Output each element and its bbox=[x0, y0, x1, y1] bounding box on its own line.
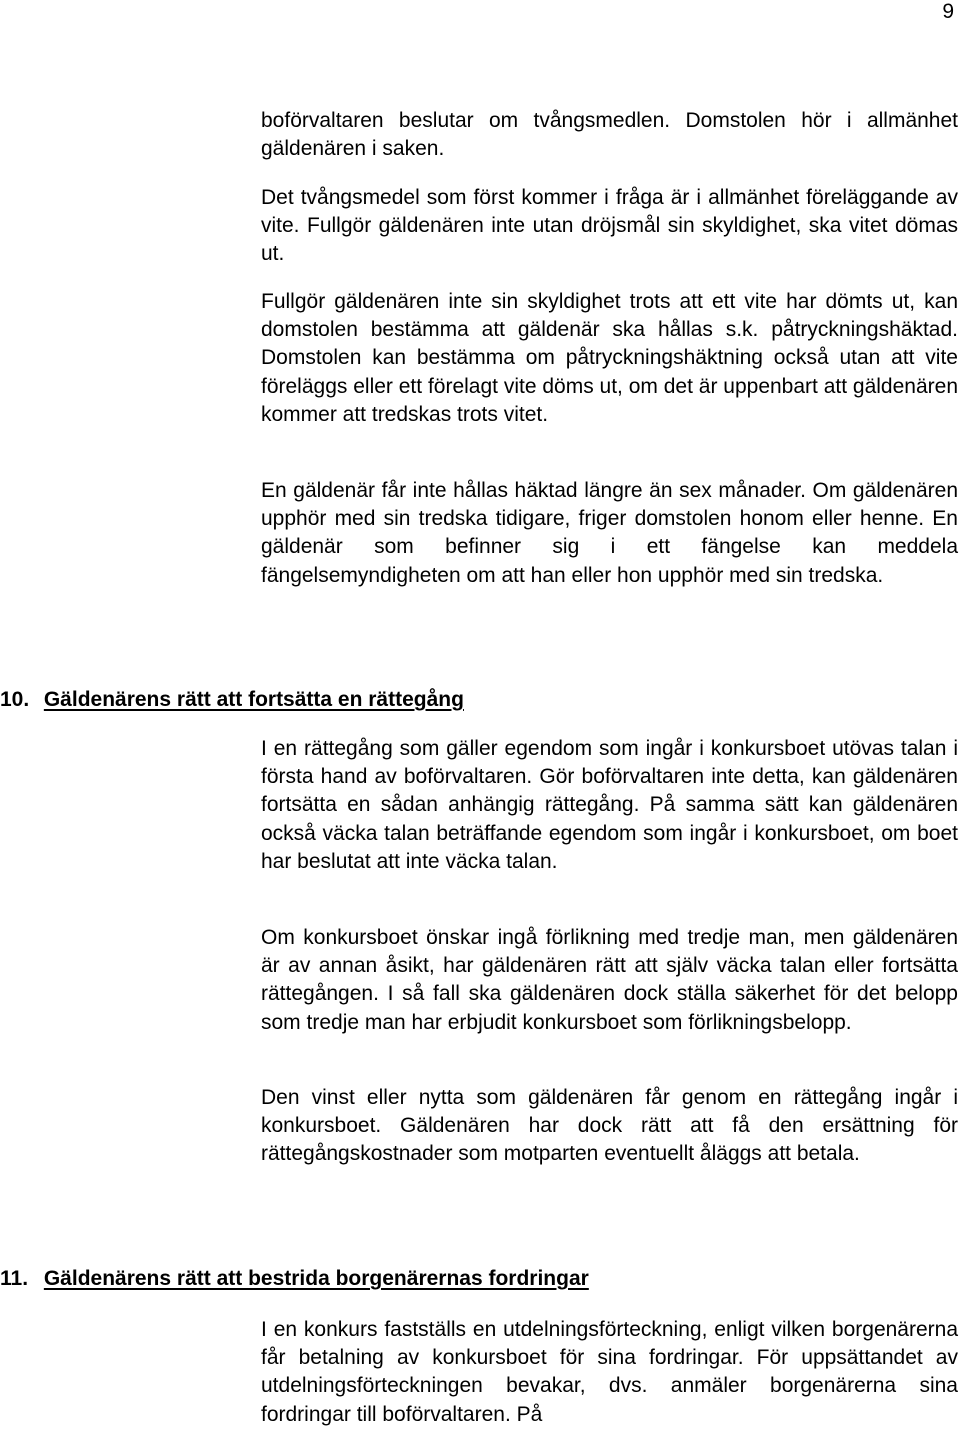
section-title: Gäldenärens rätt att bestrida borgenärernas fordringar bbox=[43, 1267, 589, 1290]
paragraph-intro-4: En gäldenär får inte hållas häktad längre än sex månader. Om gäldenären upphör med sin tredska tidigare, friger domstolen honom eller henne. En gäldenär som befinner sig i ett fängelse kan meddela fängelsemyndigheten om att han eller hon upphör med sin tredska. bbox=[261, 479, 958, 587]
section-heading-10 bbox=[0, 686, 464, 714]
paragraph-section10-2: Om konkursboet önskar ingå förlikning med tredje man, men gäldenären är av annan åsikt, har gäldenären rätt att själv väcka talan eller fortsätta rättegången. I så fall ska gäldenären dock ställa säkerhet för det belopp som tredje man har erbjudit konkursboet som förlikningsbelopp. bbox=[261, 926, 958, 1034]
section-number: 11. bbox=[0, 1267, 29, 1290]
paragraph-intro-3: Fullgör gäldenären inte sin skyldighet trots att ett vite har dömts ut, kan domstolen bestämma att gäldenär ska hållas s.k. påtryckningshäktad. Domstolen kan bestämma om påtryckningshäktning också utan att vite föreläggs eller ett förelagt vite döms ut, om det är uppenbart att gäldenären kommer att tredskas trots vitet. bbox=[261, 290, 958, 426]
paragraph-section10-1: I en rättegång som gäller egendom som ingår i konkursboet utövas talan i första hand av boförvaltaren. Gör boförvaltaren inte detta, kan gäldenären fortsätta en sådan anhängig rättegång. På samma sätt kan gäldenären också väcka talan beträffande egendom som ingår i konkursboet, om boet har beslutat att inte väcka talan. bbox=[261, 737, 958, 873]
paragraph-section11-1: I en konkurs fastställs en utdelningsförteckning, enligt vilken borgenärerna får betalning av konkursboet för sina fordringar. För uppsättandet av utdelningsförteckningen bevakar, dvs. anmäler borgenärerna sina fordringar till boförvaltaren. På bbox=[261, 1318, 958, 1426]
page-number: 9 bbox=[942, 0, 954, 23]
paragraph-intro-2: Det tvångsmedel som först kommer i fråga är i allmänhet föreläggande av vite. Fullgör gäldenären inte utan dröjsmål sin skyldighet, ska vitet dömas ut. bbox=[261, 186, 958, 266]
section-heading-11 bbox=[0, 1265, 589, 1293]
paragraph-section10-3: Den vinst eller nytta som gäldenären får genom en rättegång ingår i konkursboet. Gäldenären har dock rätt att få den ersättning för rättegångskostnader som motparten eventuellt åläggs att betala. bbox=[261, 1086, 958, 1166]
section-title: Gäldenärens rätt att fortsätta en rättegång bbox=[43, 688, 464, 711]
paragraph-intro-1: boförvaltaren beslutar om tvångsmedlen. Domstolen hör i allmänhet gäldenären i saken. bbox=[261, 109, 958, 161]
section-number: 10. bbox=[0, 688, 30, 711]
